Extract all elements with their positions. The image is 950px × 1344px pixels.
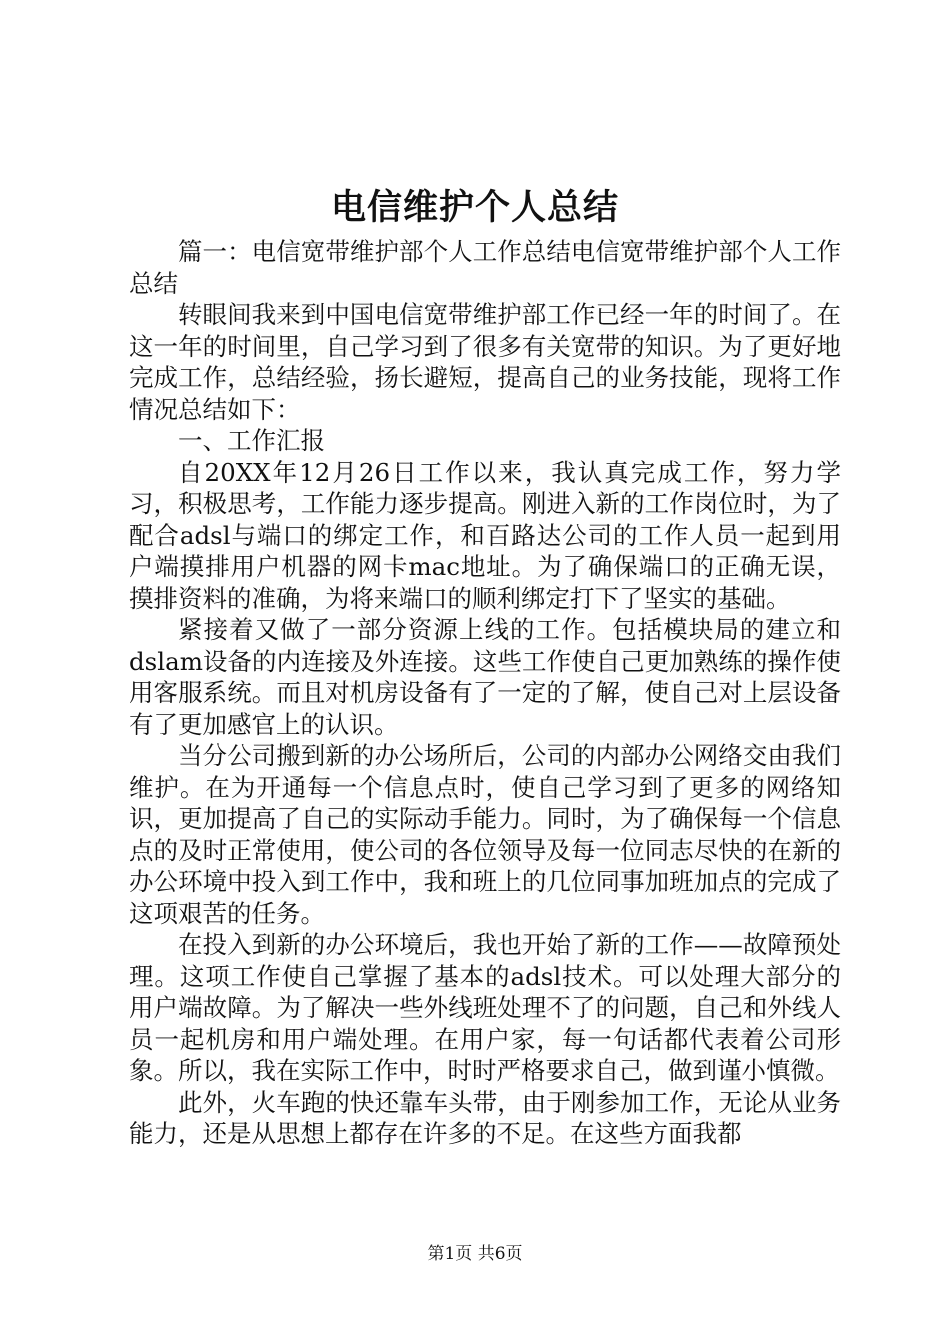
paragraph-3: 自20XX年12月26日工作以来，我认真完成工作，努力学习，积极思考，工作能力逐步提高。刚进入新的工作岗位时，为了配合adsl与端口的绑定工作，和百路达公司的工作人员一起到用户端摸排用户机器的网卡mac地址。为了确保端口的正确无误，摸排资料的准确，为将来端口的顺利绑定打下了坚实的基础。 — [129, 457, 841, 613]
document-title: 电信维护个人总结 — [330, 187, 619, 228]
paragraph-1: 篇一：电信宽带维护部个人工作总结电信宽带维护部个人工作总结 — [129, 237, 841, 298]
paragraph-5: 当分公司搬到新的办公场所后，公司的内部办公网络交由我们维护。在为开通每一个信息点时，使自己学习到了更多的网络知识，更加提高了自己的实际动手能力。同时，为了确保每一个信息点的及时正常使用，使公司的各位领导及每一位同志尽快的在新的办公环境中投入到工作中，我和班上的几位同事加班加点的完成了这项艰苦的任务。 — [129, 741, 841, 928]
page-number-footer: 第1页 共6页 — [427, 1244, 523, 1264]
paragraph-4: 紧接着又做了一部分资源上线的工作。包括模块局的建立和dslam设备的内连接及外连接。这些工作使自己更加熟练的操作使用客服系统。而且对机房设备有了一定的了解，使自己对上层设备有了更加感官上的认识。 — [129, 615, 841, 739]
section-heading: 一、工作汇报 — [178, 426, 325, 455]
paragraph-2: 转眼间我来到中国电信宽带维护部工作已经一年的时间了。在这一年的时间里，自己学习到了很多有关宽带的知识。为了更好地完成工作，总结经验，扬长避短，提高自己的业务技能，现将工作情况总结如下： — [129, 300, 841, 424]
document-body — [129, 236, 841, 1150]
paragraph-7: 此外，火车跑的快还靠车头带，由于刚参加工作，无论从业务能力，还是从思想上都存在许多的不足。在这些方面我都 — [129, 1087, 841, 1148]
paragraph-6: 在投入到新的办公环境后，我也开始了新的工作——故障预处理。这项工作使自己掌握了基本的adsl技术。可以处理大部分的用户端故障。为了解决一些外线班处理不了的问题，自己和外线人员一起机房和用户端处理。在用户家，每一句话都代表着公司形象。所以，我在实际工作中，时时严格要求自己，做到谨小慎微。 — [129, 930, 841, 1085]
